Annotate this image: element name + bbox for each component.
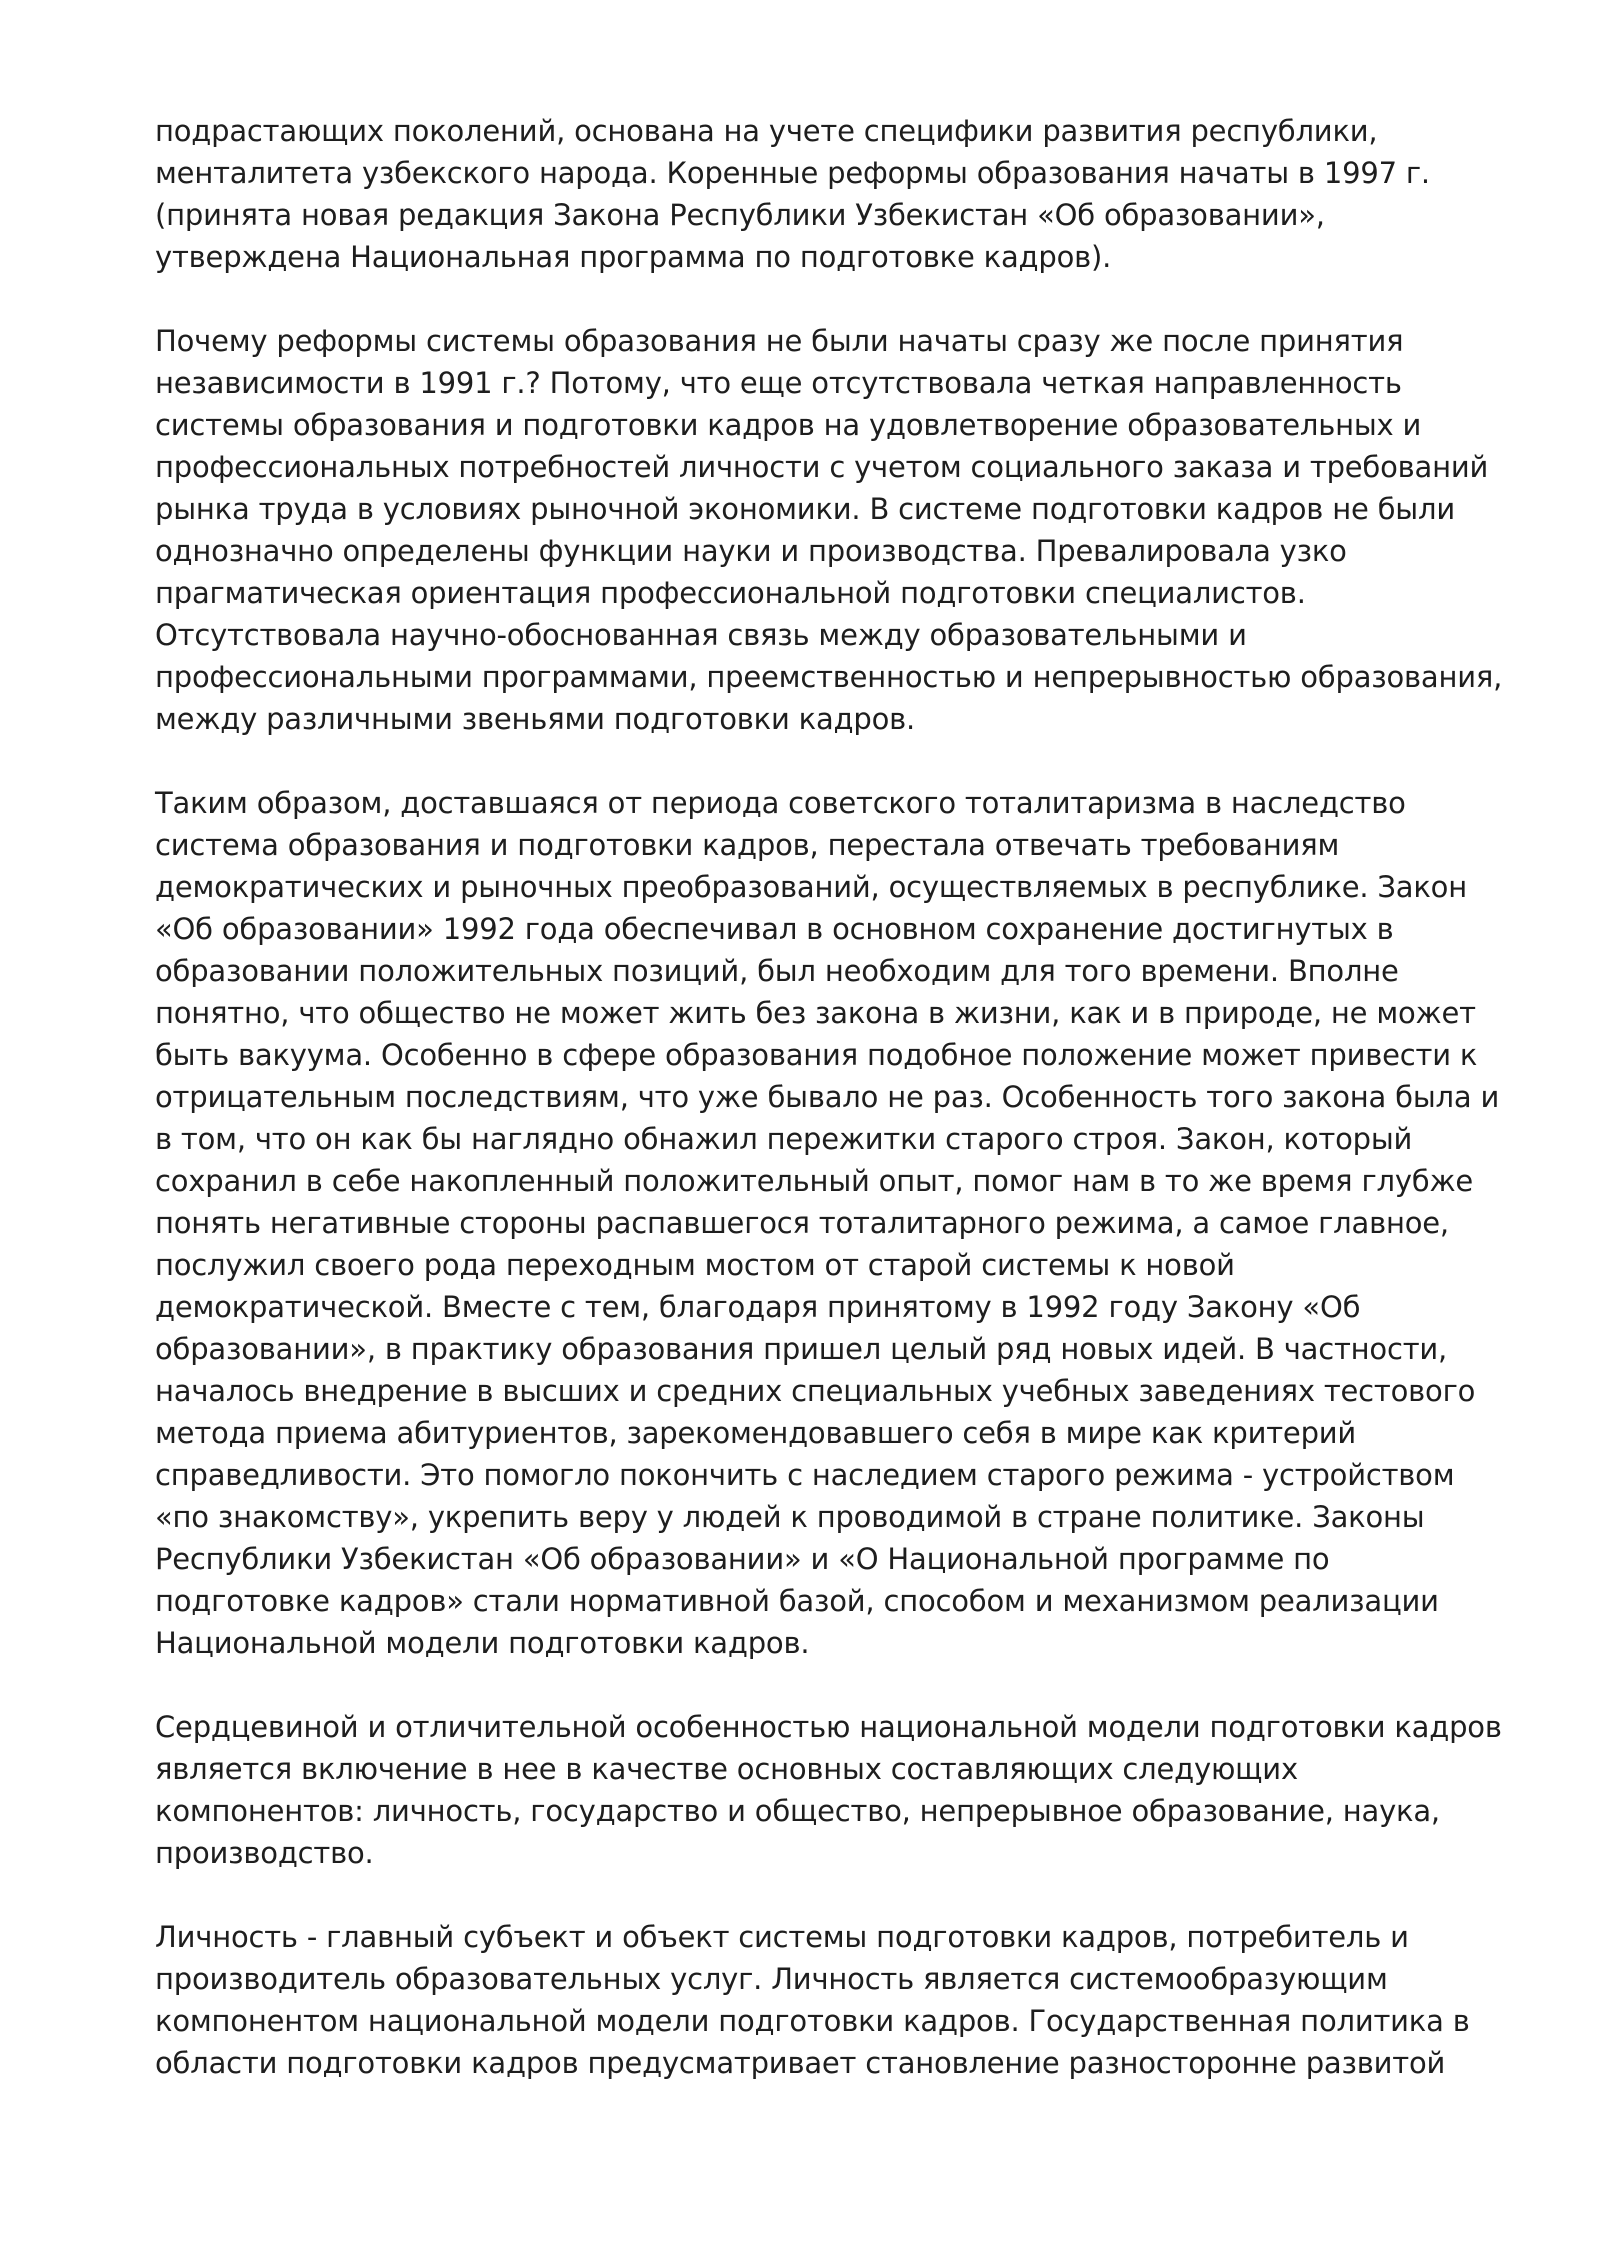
paragraph-2: Почему реформы системы образования не были начаты сразу же после принятия независимости в 1991 г.? Потому, что еще отсутствовала четкая направленность системы образования и подготовки кадров на удовлетворение образовательных и профессиональных потребностей личности с учетом социального заказа и требований рынка труда в условиях рыночной экономики. В системе подготовки кадров не были однозначно определены функции науки и производства. Превалировала узко прагматическая ориентация профессиональной подготовки специалистов. Отсутствовала научно-обоснованная связь между образовательными и профессиональными программами, преемственностью и непрерывностью образования, между различными звеньями подготовки кадров.	[155, 324, 1503, 736]
paragraph-3: Таким образом, доставшаяся от периода советского тоталитаризма в наследство система образования и подготовки кадров, перестала отвечать требованиям демократических и рыночных преобразований, осуществляемых в республике. Закон «Об образовании» 1992 года обеспечивал в основном сохранение достигнутых в образовании положительных позиций, был необходим для того времени. Вполне понятно, что общество не может жить без закона в жизни, как и в природе, не может быть вакуума. Особенно в сфере образования подобное положение может привести к отрицательным последствиям, что уже бывало не раз. Особенность того закона была и в том, что он как бы наглядно обнажил пережитки старого строя. Закон, который сохранил в себе накопленный положительный опыт, помог нам в то же время глубже понять негативные стороны распавшегося тоталитарного режима, а самое главное, послужил своего рода переходным мостом от старой системы к новой демократической. Вместе с тем, благодаря принятому в 1992 году Закону «Об образовании», в практику образования пришел целый ряд новых идей. В частности, началось внедрение в высших и средних специальных учебных заведениях тестового метода приема абитуриентов, зарекомендовавшего себя в мире как критерий справедливости. Это помогло покончить с наследием старого режима - устройством «по знакомству», укрепить веру у людей к проводимой в стране политике. Законы Республики Узбекистан «Об образовании» и «О Национальной программе по подготовке кадров» стали нормативной базой, способом и механизмом реализации Национальной модели подготовки кадров.	[155, 786, 1500, 1660]
paragraph-4: Сердцевиной и отличительной особенностью национальной модели подготовки кадров является включение в нее в качестве основных составляющих следующих компонентов: личность, государство и общество, непрерывное образование, наука, производство.	[155, 1710, 1502, 1870]
paragraph-1: подрастающих поколений, основана на учете специфики развития республики, менталитета узбекского народа. Коренные реформы образования начаты в 1997 г. (принята новая редакция Закона Республики Узбекистан «Об образовании», утверждена Национальная программа по подготовке кадров).	[155, 114, 1430, 274]
paragraph-5: Личность - главный субъект и объект системы подготовки кадров, потребитель и производитель образовательных услуг. Личность является системообразующим компонентом национальной модели подготовки кадров. Государственная политика в области подготовки кадров предусматривает становление разносторонне развитой	[155, 1920, 1470, 2080]
